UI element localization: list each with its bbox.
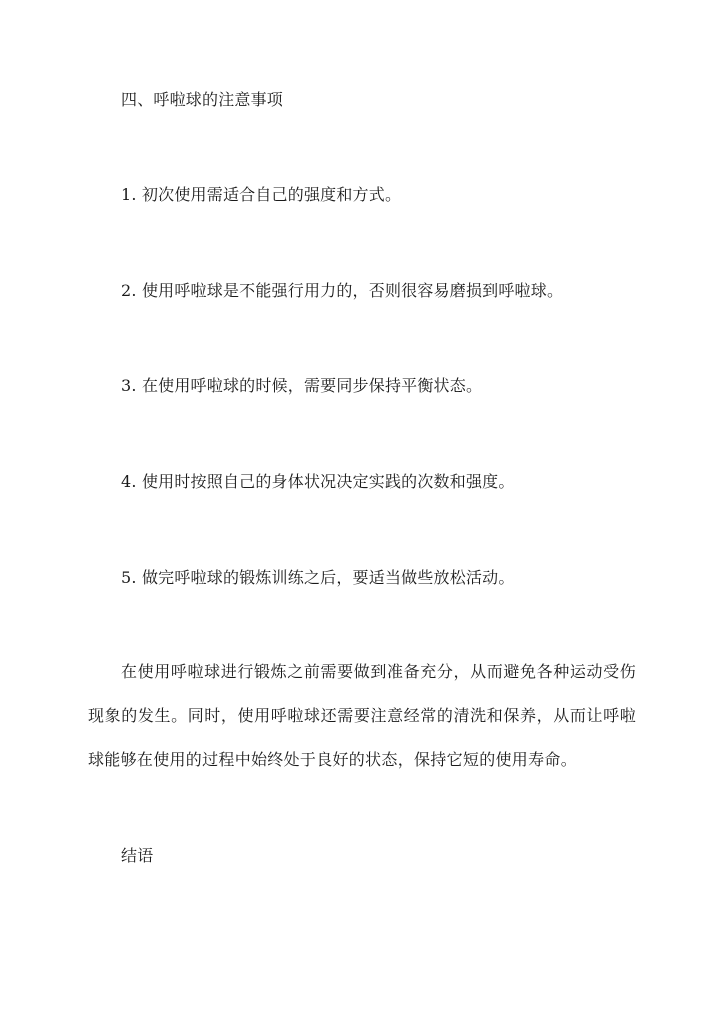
body-paragraph: 在使用呼啦球进行锻炼之前需要做到准备充分，从而避免各种运动受伤现象的发生。同时，使用呼啦球还需要注意经常的清洗和保养，从而让呼啦球能够在使用的过程中始终处于良好的状态，保持它短的使用寿命。 <box>88 662 636 769</box>
list-item: 5. 做完呼啦球的锻炼训练之后，要适当做些放松活动。 <box>121 568 515 587</box>
list-item: 3. 在使用呼啦球的时候，需要同步保持平衡状态。 <box>121 376 483 395</box>
list-item: 1. 初次使用需适合自己的强度和方式。 <box>121 185 402 204</box>
closing-heading: 结语 <box>121 846 154 865</box>
list-item: 4. 使用时按照自己的身体状况决定实践的次数和强度。 <box>121 472 515 491</box>
section-heading: 四、呼啦球的注意事项 <box>121 90 284 109</box>
list-item: 2. 使用呼啦球是不能强行用力的，否则很容易磨损到呼啦球。 <box>121 281 564 300</box>
